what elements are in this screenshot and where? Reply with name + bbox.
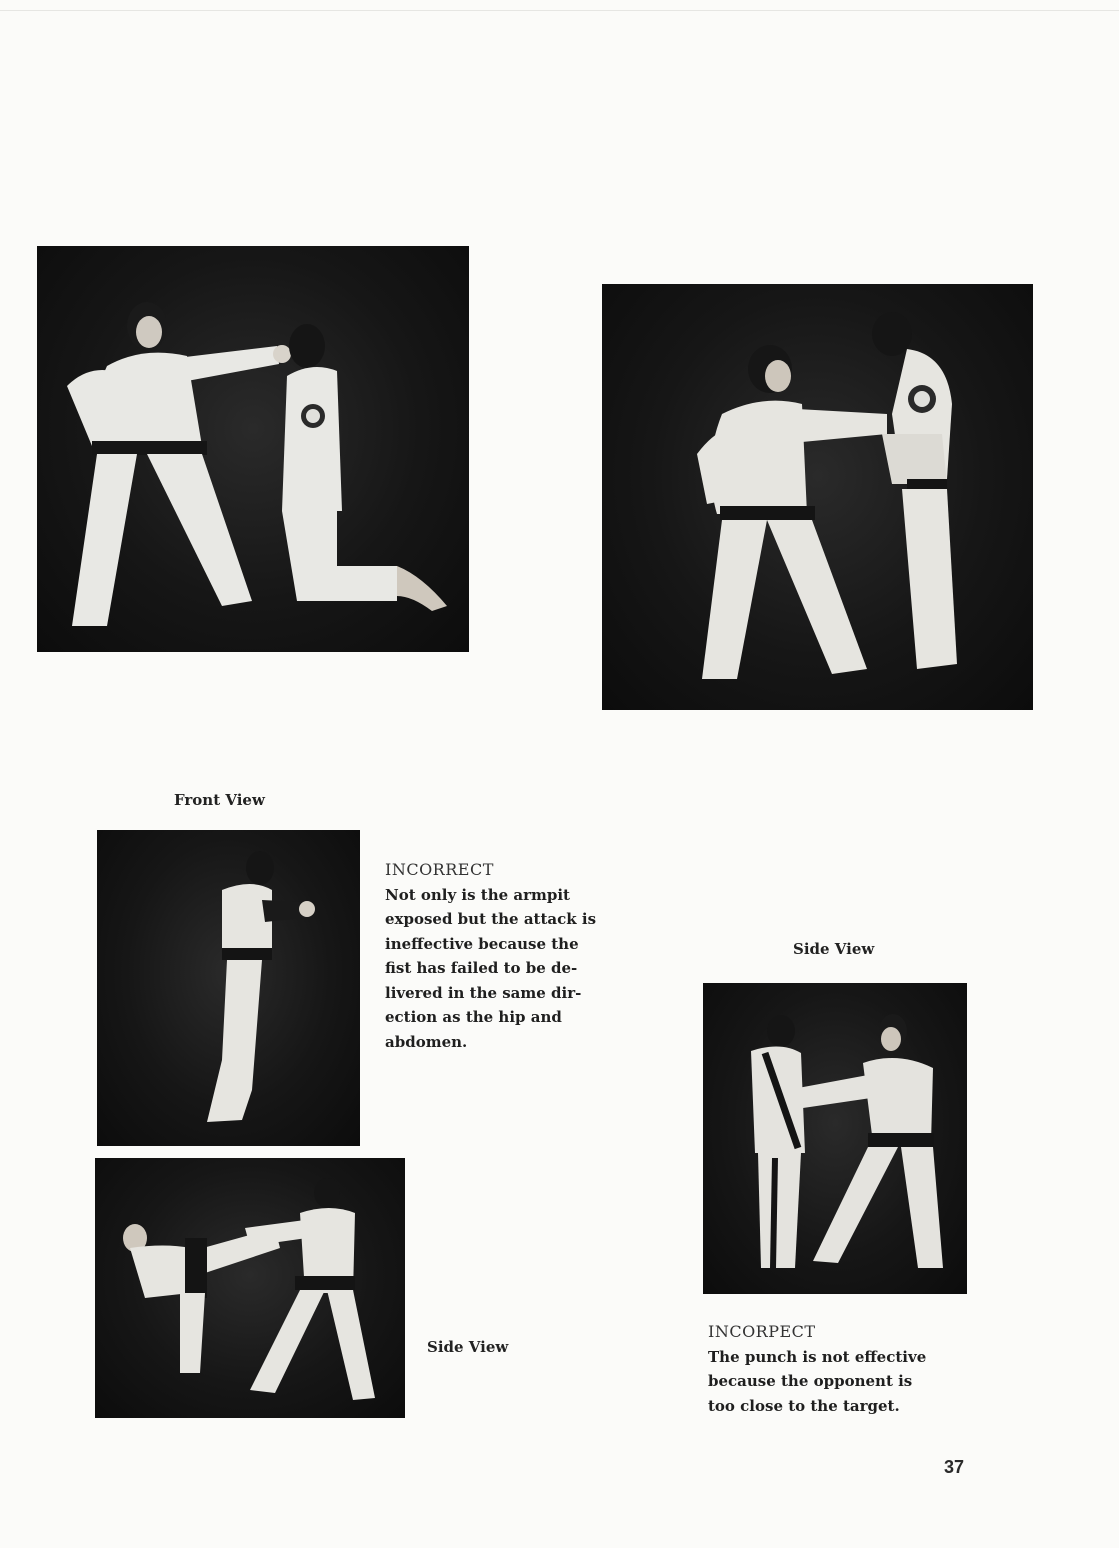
photo-side-kick — [95, 1158, 405, 1418]
figures-illustration — [703, 983, 967, 1294]
note-line: too close to the target. — [708, 1396, 900, 1415]
note-line: abdomen. — [385, 1032, 468, 1051]
figures-illustration — [95, 1158, 405, 1418]
note-incorrect-close — [708, 1320, 960, 1418]
note-line: ineffective because the — [385, 934, 579, 953]
photo-side-view-close — [703, 983, 967, 1294]
note-line: livered in the same dir- — [385, 983, 582, 1002]
note-line: Not only is the armpit — [385, 885, 570, 904]
page-top-edge — [0, 10, 1119, 11]
caption-side-view-top: Side View — [793, 940, 875, 958]
photo-front-kneeling — [37, 246, 469, 652]
caption-front-view: Front View — [174, 791, 265, 809]
figures-illustration — [97, 830, 360, 1146]
note-line: exposed but the attack is — [385, 910, 597, 928]
photo-punch-close — [602, 284, 1033, 710]
note-heading: INCORRECT — [385, 860, 494, 879]
note-heading: INCORPECT — [708, 1322, 816, 1341]
caption-side-view-bottom: Side View — [427, 1338, 509, 1356]
note-line: fist has failed to be de- — [385, 959, 578, 977]
note-line: The punch is not effective — [708, 1347, 927, 1366]
figures-illustration — [37, 246, 469, 652]
note-incorrect-armpit — [385, 858, 607, 1054]
figures-illustration — [602, 284, 1033, 710]
page-number: 37 — [944, 1457, 965, 1477]
note-line: because the opponent is — [708, 1372, 913, 1390]
photo-incorrect-armpit — [97, 830, 360, 1146]
note-line: ection as the hip and — [385, 1008, 562, 1026]
